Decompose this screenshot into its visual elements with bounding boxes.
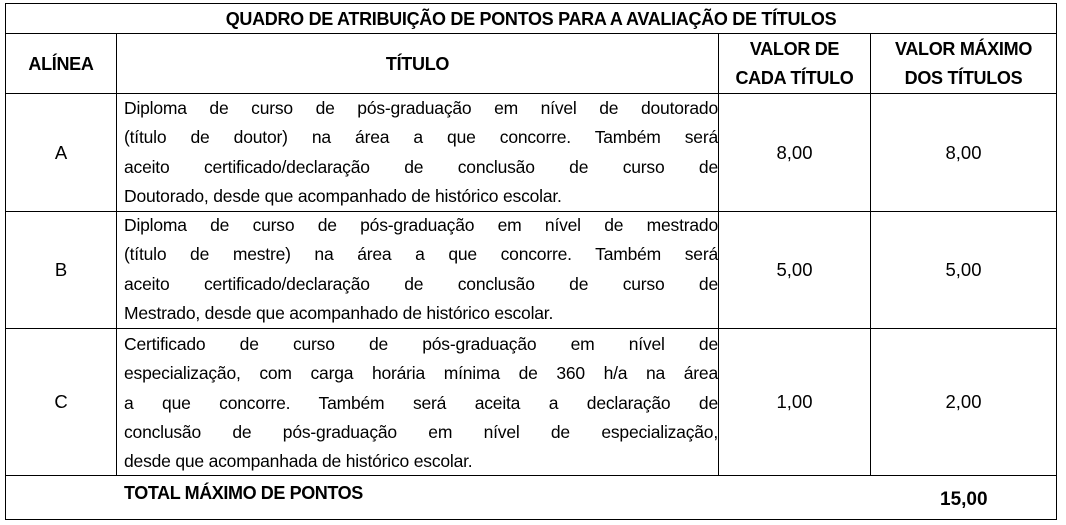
row-a-valor: 8,00 (776, 141, 813, 163)
text-line: aceito certificado/declaração de conclusão de curso de (124, 273, 718, 294)
row-c-maximo: 2,00 (945, 391, 982, 412)
row-b-titulo (124, 211, 718, 328)
text-line: Diploma de curso de pós-graduação em nível de mestrado (124, 215, 718, 235)
text-line: Certificado de curso de pós-graduação em nível de (124, 334, 718, 354)
text-line: (título de mestre) na área a que concorre. Também será (124, 244, 718, 265)
header-valor (719, 34, 870, 94)
text-line: desde que acompanhada de histórico escolar. (124, 451, 473, 472)
row-b-alinea: B (54, 259, 68, 280)
text-line: Mestrado, desde que acompanhado de histórico escolar. (124, 302, 554, 323)
row-b-valor: 5,00 (776, 259, 813, 280)
points-table (5, 3, 1057, 520)
row-c-titulo (124, 330, 718, 476)
divider (116, 33, 117, 475)
text-line: especialização, com carga horária mínima de 360 h/a na área (124, 363, 718, 384)
text-line: (título de doutor) na área a que concorre. Também será (124, 127, 718, 148)
text-line: conclusão de pós-graduação em nível de especialização, (124, 421, 718, 442)
total-label: TOTAL MÁXIMO DE PONTOS (124, 483, 363, 503)
text-line: a que concorre. Também será aceita a declaração de (124, 392, 718, 413)
row-b-maximo: 5,00 (945, 259, 982, 280)
header-titulo: TÍTULO (385, 53, 450, 74)
header-alinea: ALÍNEA (28, 53, 94, 74)
row-a-alinea: A (54, 141, 68, 163)
table-title: QUADRO DE ATRIBUIÇÃO DE PONTOS PARA A AVALIAÇÃO DE TÍTULOS (225, 8, 837, 29)
header-maximo-line: VALOR MÁXIMO (894, 39, 1033, 59)
header-maximo-line: DOS TÍTULOS (904, 68, 1023, 88)
text-line: aceito certificado/declaração de conclusão de curso de (124, 156, 718, 177)
total-value: 15,00 (940, 489, 988, 510)
header-valor-line: VALOR DE (749, 39, 840, 59)
header-maximo (871, 34, 1056, 94)
row-c-alinea: C (54, 391, 68, 412)
row-c-valor: 1,00 (776, 391, 813, 412)
text-line: Doutorado, desde que acompanhado de histórico escolar. (124, 185, 562, 206)
row-a-titulo (124, 94, 718, 211)
text-line: Diploma de curso de pós-graduação em nível de doutorado (124, 98, 718, 118)
row-a-maximo: 8,00 (945, 141, 982, 163)
header-valor-line: CADA TÍTULO (735, 68, 854, 88)
